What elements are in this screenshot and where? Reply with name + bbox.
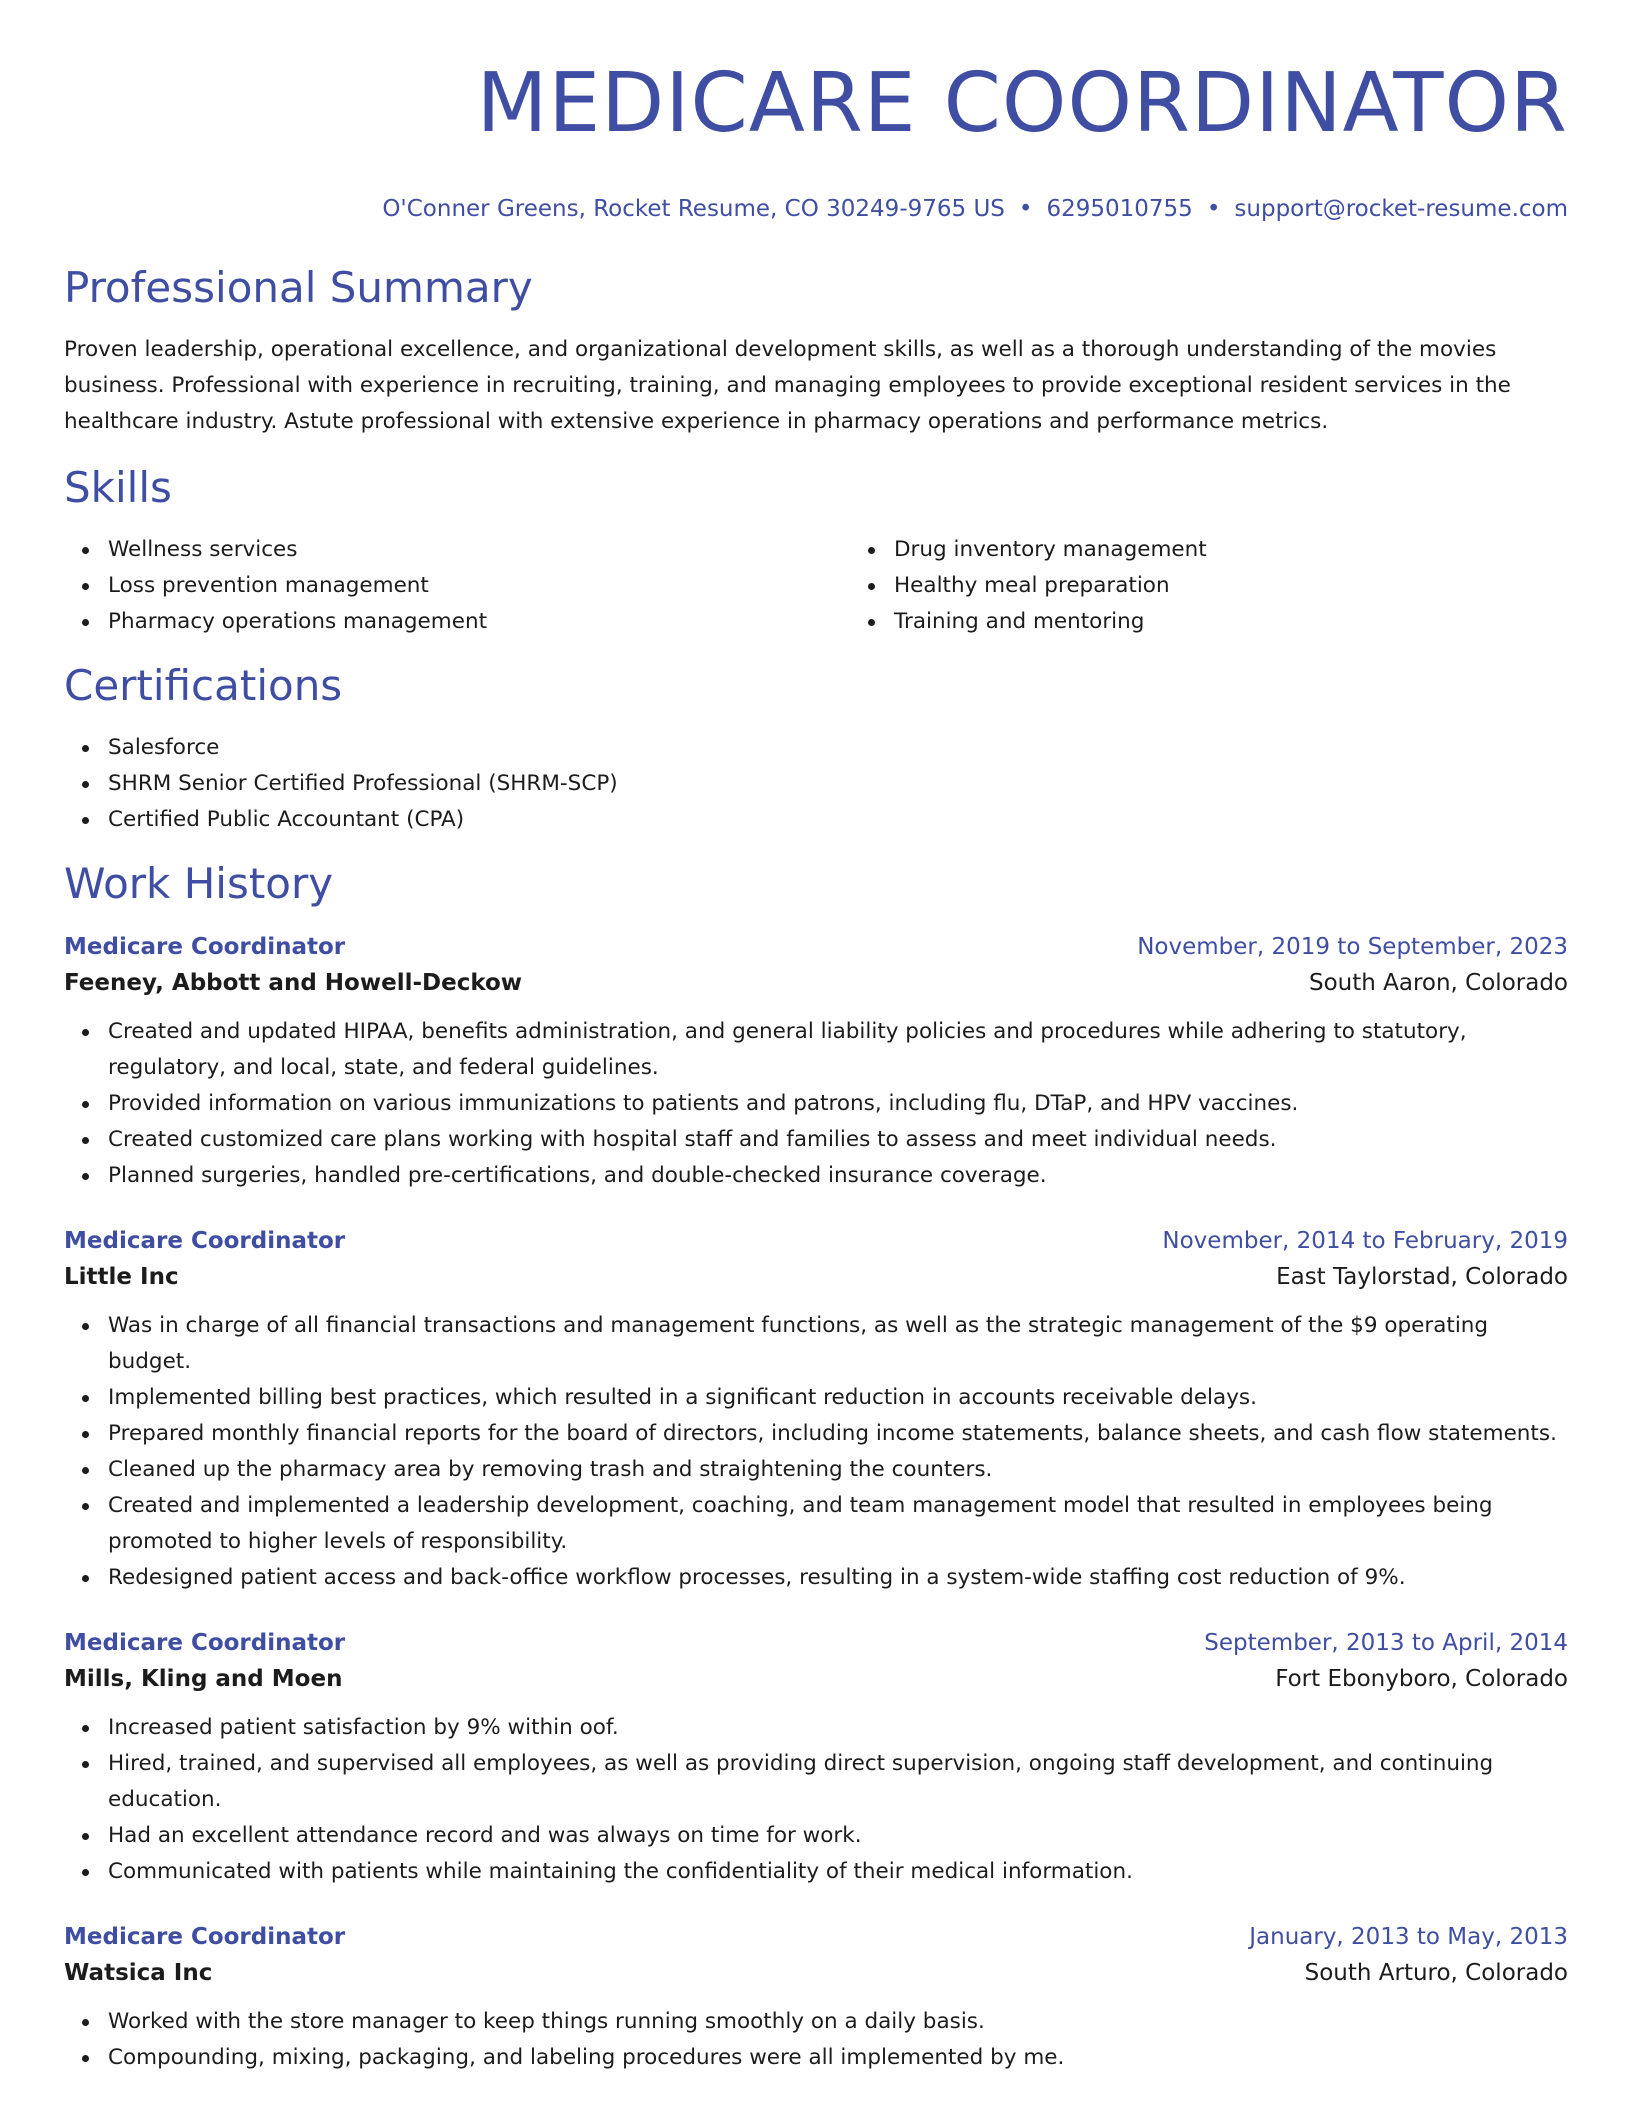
contact-separator: •: [1018, 196, 1033, 222]
job-company: Watsica Inc: [64, 1960, 213, 1986]
skills-list-right: [850, 532, 1632, 640]
job-bullets: [64, 2004, 1568, 2076]
job-location: Fort Ebonyboro, Colorado: [1275, 1666, 1568, 1692]
job-company: Mills, Kling and Moen: [64, 1666, 343, 1692]
job-company: Little Inc: [64, 1264, 179, 1290]
job-header: [64, 1224, 1568, 1258]
job-bullet: Worked with the store manager to keep things running smoothly on a daily basis.: [108, 2004, 1568, 2040]
contact-phone[interactable]: 6295010755: [1046, 196, 1193, 222]
job-title: Medicare Coordinator: [64, 1924, 346, 1950]
job-header: [64, 1920, 1568, 1954]
skill-item: Training and mentoring: [894, 604, 1632, 640]
job-bullet: Created and updated HIPAA, benefits administration, and general liability policies and procedures while adhering to statutory, regulatory, and local, state, and federal guidelines.: [108, 1014, 1568, 1086]
skills-list-left: [64, 532, 850, 640]
certifications-list: [64, 730, 1568, 838]
resume-name: MEDICARE COORDINATOR: [476, 56, 1568, 151]
job-bullet: Communicated with patients while maintaining the confidentiality of their medical information.: [108, 1854, 1568, 1890]
contact-separator: •: [1206, 196, 1221, 222]
job-bullet: Cleaned up the pharmacy area by removing trash and straightening the counters.: [108, 1452, 1568, 1488]
contact-address: O'Conner Greens, Rocket Resume, CO 30249-9765 US: [382, 196, 1005, 222]
contact-email[interactable]: support@rocket-resume.com: [1234, 196, 1568, 222]
job-bullets: [64, 1710, 1568, 1890]
job-bullet: Compounding, mixing, packaging, and labeling procedures were all implemented by me.: [108, 2040, 1568, 2076]
job-title: Medicare Coordinator: [64, 1630, 346, 1656]
job-bullet: Hired, trained, and supervised all employees, as well as providing direct supervision, ongoing staff development, and continuing education.: [108, 1746, 1568, 1818]
skill-item: Wellness services: [108, 532, 850, 568]
certification-item: Certified Public Accountant (CPA): [108, 802, 1568, 838]
certification-item: SHRM Senior Certified Professional (SHRM-SCP): [108, 766, 1568, 802]
job-bullet: Was in charge of all financial transactions and management functions, as well as the strategic management of the $9 operating budget.: [108, 1308, 1568, 1380]
job-bullet: Redesigned patient access and back-office workflow processes, resulting in a system-wide staffing cost reduction of 9%.: [108, 1560, 1568, 1596]
job-header: [64, 930, 1568, 964]
job-entry: [64, 1920, 1568, 2076]
job-entry: [64, 1626, 1568, 1890]
job-header: [64, 1626, 1568, 1660]
job-dates: November, 2019 to September, 2023: [1137, 934, 1568, 960]
job-bullet: Increased patient satisfaction by 9% within oof.: [108, 1710, 1568, 1746]
certifications-heading: Certifications: [64, 661, 343, 710]
job-bullet: Implemented billing best practices, which resulted in a significant reduction in accounts receivable delays.: [108, 1380, 1568, 1416]
job-bullet: Had an excellent attendance record and was always on time for work.: [108, 1818, 1568, 1854]
job-title: Medicare Coordinator: [64, 1228, 346, 1254]
summary-text: Proven leadership, operational excellence, and organizational development skills, as well as a thorough understanding of the movies business. Professional with experience in recruiting, training, and managing employees to provide exceptional resident services in the healthcare industry. Astute professional with extensive experience in pharmacy operations and performance metrics.: [64, 337, 1511, 434]
summary-heading: Professional Summary: [64, 263, 533, 312]
job-entry: [64, 1224, 1568, 1596]
job-bullets: [64, 1014, 1568, 1194]
job-subheader: [64, 1660, 1568, 1698]
job-dates: January, 2013 to May, 2013: [1249, 1924, 1568, 1950]
skill-item: Healthy meal preparation: [894, 568, 1632, 604]
job-bullet: Created customized care plans working with hospital staff and families to assess and meet individual needs.: [108, 1122, 1568, 1158]
job-subheader: [64, 1258, 1568, 1296]
skill-item: Drug inventory management: [894, 532, 1632, 568]
job-location: East Taylorstad, Colorado: [1276, 1264, 1568, 1290]
job-subheader: [64, 964, 1568, 1002]
job-bullet: Planned surgeries, handled pre-certifications, and double-checked insurance coverage.: [108, 1158, 1568, 1194]
skill-item: Loss prevention management: [108, 568, 850, 604]
job-dates: September, 2013 to April, 2014: [1204, 1630, 1568, 1656]
work-history-heading: Work History: [64, 859, 334, 908]
job-company: Feeney, Abbott and Howell-Deckow: [64, 970, 523, 996]
job-location: South Arturo, Colorado: [1304, 1960, 1568, 1986]
contact-line: [64, 194, 1568, 224]
certification-item: Salesforce: [108, 730, 1568, 766]
job-location: South Aaron, Colorado: [1308, 970, 1568, 996]
job-dates: November, 2014 to February, 2019: [1162, 1228, 1568, 1254]
job-entry: [64, 930, 1568, 1194]
skills-grid: [64, 532, 1568, 640]
skill-item: Pharmacy operations management: [108, 604, 850, 640]
job-subheader: [64, 1954, 1568, 1992]
job-bullet: Prepared monthly financial reports for the board of directors, including income statements, balance sheets, and cash flow statements.: [108, 1416, 1568, 1452]
job-bullets: [64, 1308, 1568, 1596]
job-bullet: Provided information on various immunizations to patients and patrons, including flu, DTaP, and HPV vaccines.: [108, 1086, 1568, 1122]
job-bullet: Created and implemented a leadership development, coaching, and team management model that resulted in employees being promoted to higher levels of responsibility.: [108, 1488, 1568, 1560]
job-title: Medicare Coordinator: [64, 934, 346, 960]
skills-heading: Skills: [64, 463, 172, 512]
